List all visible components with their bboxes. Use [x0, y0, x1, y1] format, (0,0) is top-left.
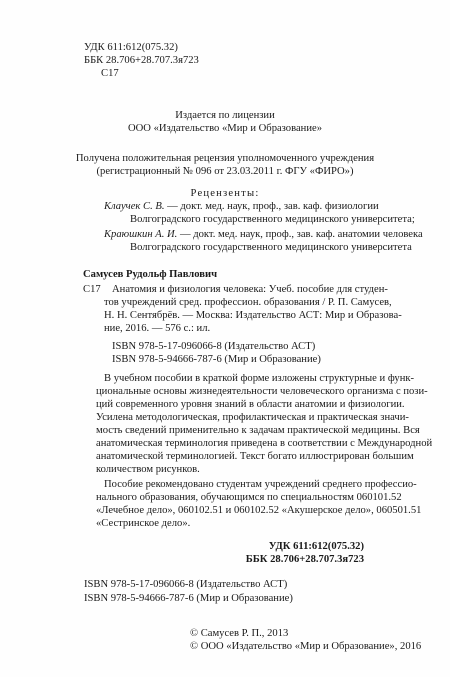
reviewer-1-line-2: Волгоградского государственного медицинского университета; [130, 214, 415, 225]
book-author: Самусев Рудольф Павлович [83, 269, 218, 280]
review-line-1: Получена положительная рецензия уполномоченного учреждения [75, 153, 375, 164]
bib-line: тов учреждений сред. профессион. образования / Р. П. Самусев, [104, 297, 392, 308]
annotation-line: ций современного уровня знаний в области анатомии и физиологии. [96, 399, 405, 410]
copyright-2: © ООО «Издательство «Мир и Образование», 2016 [190, 641, 422, 652]
reviewer-1-name: Клаучек С. В. [104, 201, 165, 212]
annotation-paragraph-1 [96, 372, 432, 476]
reviewer-2-line-2: Волгоградского государственного медицинского университета [130, 242, 412, 253]
review-line-2: (регистрационный № 096 от 23.03.2011 г. ФГУ «ФИРО») [96, 166, 354, 177]
annotation-line: циональные основы жизнедеятельности человеческого организма с пози- [96, 386, 428, 397]
annotation-line: «Сестринское дело». [96, 518, 191, 529]
reviewer-1-line-1 [104, 200, 379, 213]
bbk-code-bottom: ББК 28.706+28.707.3я723 [245, 554, 364, 565]
annotation-line: нального образования, обучающимся по специальностям 060101.52 [96, 492, 402, 503]
author-sign: С17 [101, 68, 119, 79]
annotation-line: количеством рисунков. [96, 464, 200, 475]
bbk-code: ББК 28.706+28.707.3я723 [84, 55, 199, 66]
udk-code-bottom: УДК 611:612(075.32) [268, 541, 364, 552]
bib-line: ние, 2016. — 576 с.: ил. [104, 323, 211, 334]
reviewer-2-line-1 [104, 228, 423, 241]
reviewer-2-name: Краюшкин А. И. [104, 229, 178, 240]
bib-line: Анатомия и физиология человека: Учеб. пособие для студен- [112, 284, 388, 295]
bib-isbn-2: ISBN 978-5-94666-787-6 (Мир и Образование) [112, 354, 321, 365]
bib-sign: С17 [83, 284, 101, 295]
annotation-line: В учебном пособии в краткой форме изложены структурные и функ- [104, 373, 415, 384]
bib-description [104, 283, 402, 335]
license-line-2: ООО «Издательство «Мир и Образование» [127, 123, 323, 134]
annotation-line: Усилена методологическая, профилактическая и практическая значи- [96, 412, 409, 423]
reviewer-1-title: — докт. мед. наук, проф., зав. каф. физиологии [164, 201, 379, 212]
annotation-line: Пособие рекомендовано студентам учреждений среднего профессио- [104, 479, 417, 490]
annotation-line: мость сведений применительно к задачам практической медицины. Вся [96, 425, 420, 436]
udk-code: УДК 611:612(075.32) [84, 42, 178, 53]
bib-line: Н. Н. Сентябрёв. — Москва: Издательство АСТ: Мир и Образова- [104, 310, 402, 321]
license-line-1: Издается по лицензии [175, 110, 275, 121]
annotation-paragraph-2 [96, 478, 421, 530]
annotation-line: анатомическая терминология приведена в соответствии с Международной [96, 438, 433, 449]
annotation-line: «Лечебное дело», 060102.51 и 060102.52 «Акушерское дело», 060501.51 [96, 505, 422, 516]
copyright-1: © Самусев Р. П., 2013 [190, 628, 289, 639]
annotation-line: анатомической терминологией. Текст богато иллюстрирован большим [96, 451, 414, 462]
reviewer-2-title: — докт. мед. наук, проф., зав. каф. анатомии человека [177, 229, 423, 240]
isbn-2-bottom: ISBN 978-5-94666-787-6 (Мир и Образование) [84, 593, 293, 604]
reviewers-heading: Рецензенты: [190, 188, 260, 199]
isbn-1-bottom: ISBN 978-5-17-096066-8 (Издательство АСТ) [84, 579, 288, 590]
bib-isbn-1: ISBN 978-5-17-096066-8 (Издательство АСТ) [112, 341, 316, 352]
